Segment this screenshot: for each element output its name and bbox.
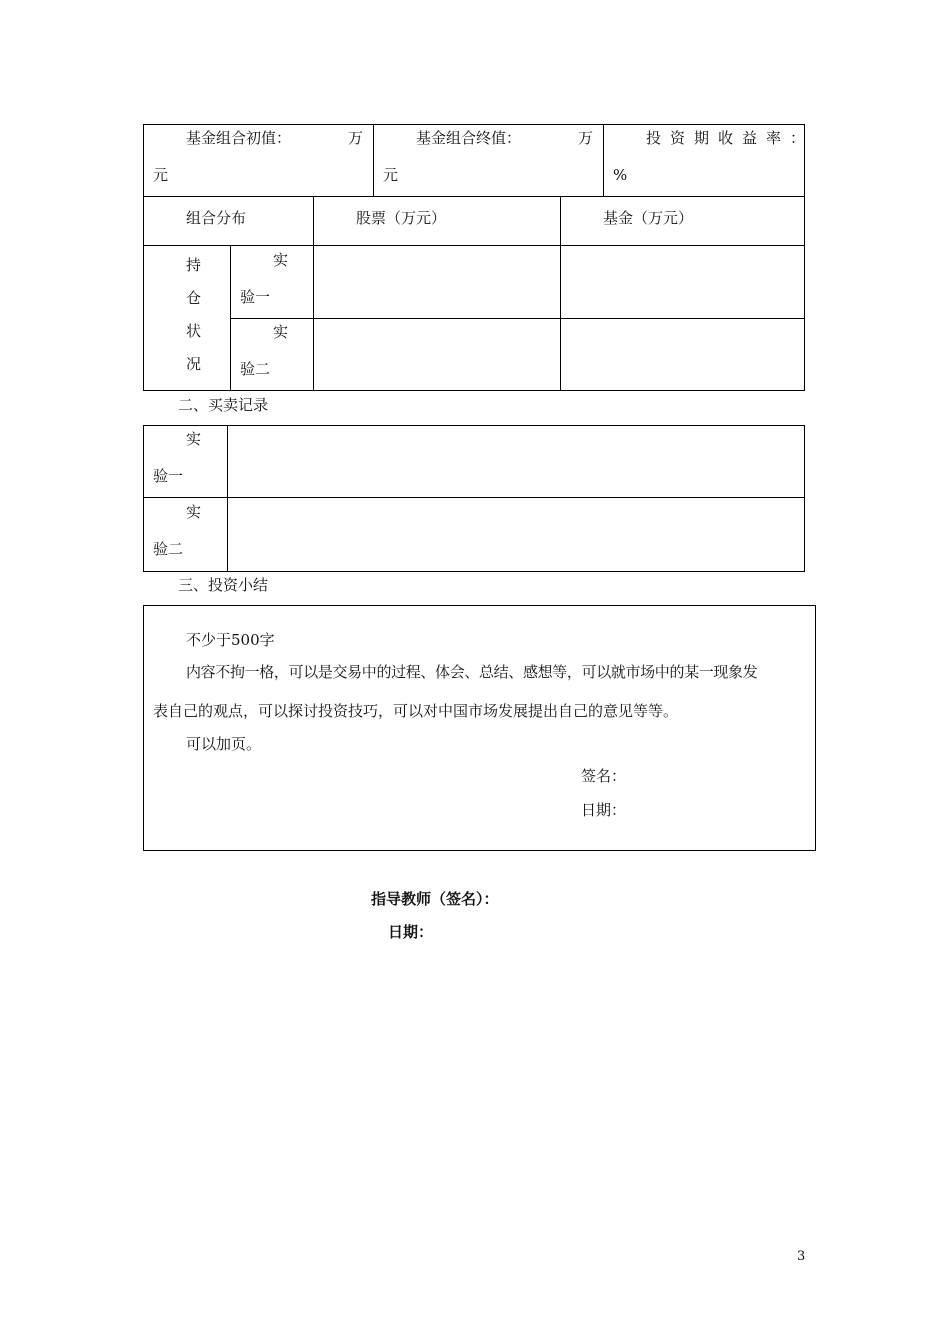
holdings-table: [143, 124, 805, 391]
experiment-2-label: 验二: [240, 360, 271, 378]
table-divider: [373, 124, 374, 196]
trade-experiment-1-label: 验一: [153, 467, 184, 485]
position-label-char: 况: [186, 355, 202, 373]
table-divider: [230, 318, 805, 319]
table-divider: [560, 196, 561, 391]
trade-records-table: [143, 425, 805, 572]
initial-value-unit: 元: [153, 166, 169, 184]
table-divider: [603, 124, 604, 196]
teacher-signature-label: 指导教师（签名）：: [371, 890, 499, 908]
final-value-label: 基金组合终值：: [416, 129, 522, 147]
summary-line: 不少于500字: [186, 631, 275, 649]
summary-line: 表自己的观点，可以探讨投资技巧，可以对中国市场发展提出自己的意见等等。: [153, 702, 679, 720]
position-label-char: 仓: [186, 289, 202, 307]
table-divider: [143, 497, 805, 498]
table-divider: [227, 425, 228, 572]
trade-experiment-2-label: 验二: [153, 540, 184, 558]
experiment-2-label: 实: [273, 323, 289, 341]
final-value-unit: 元: [383, 166, 399, 184]
experiment-1-label: 实: [273, 251, 289, 269]
page-number: 3: [797, 1249, 806, 1264]
footer-date-label: 日期：: [388, 923, 434, 941]
distribution-label: 组合分布: [186, 209, 247, 227]
summary-date-label: 日期：: [581, 801, 627, 819]
trade-experiment-2-label: 实: [186, 503, 202, 521]
summary-signature-label: 签名：: [581, 767, 627, 785]
trade-records-heading: 二、买卖记录: [178, 396, 269, 414]
table-divider: [143, 196, 805, 197]
final-value-unit: 万: [578, 129, 594, 147]
initial-value-label: 基金组合初值：: [186, 129, 292, 147]
trade-experiment-1-label: 实: [186, 430, 202, 448]
position-label-char: 持: [186, 256, 202, 274]
stocks-header: 股票（万元）: [356, 209, 447, 227]
table-divider: [313, 196, 314, 391]
position-label-char: 状: [186, 322, 202, 340]
experiment-1-label: 验一: [240, 288, 271, 306]
table-divider: [143, 245, 805, 246]
initial-value-unit: 万: [348, 129, 364, 147]
table-divider: [230, 245, 231, 391]
summary-line: 可以加页。: [186, 735, 262, 753]
summary-line: 内容不拘一格，可以是交易中的过程、体会、总结、感想等，可以就市场中的某一现象发: [186, 663, 758, 681]
return-rate-unit: %: [613, 166, 628, 184]
funds-header: 基金（万元）: [603, 209, 694, 227]
return-rate-label: 投资期收益率：: [646, 129, 815, 147]
summary-heading: 三、投资小结: [178, 576, 269, 594]
